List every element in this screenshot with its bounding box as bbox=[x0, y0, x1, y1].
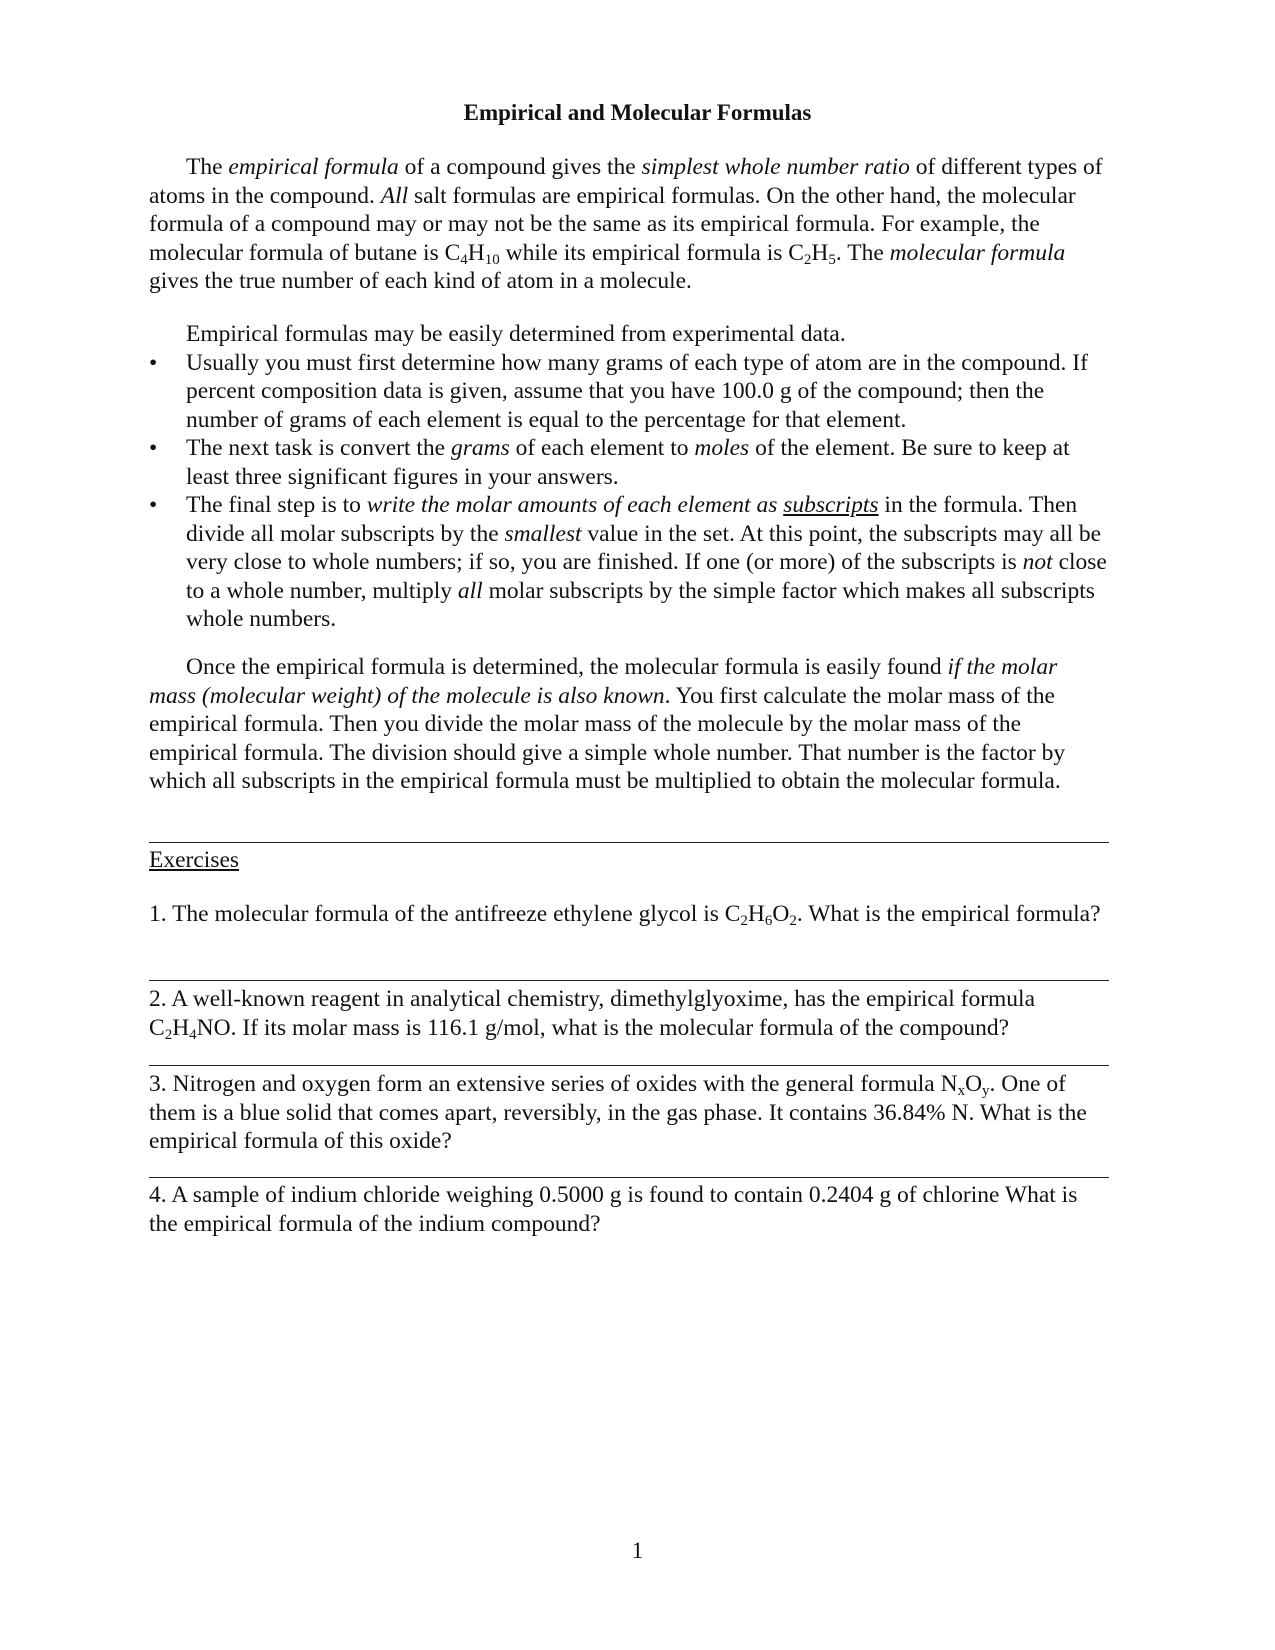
page-title: Empirical and Molecular Formulas bbox=[463, 100, 812, 125]
intro-paragraph: The empirical formula of a compound gives the simplest whole number ratio of different types of atoms in the compound. All salt formulas are empirical formulas. On the other hand, the molecular formula of a compound may or may not be the same as its empirical formula. For example, the molecular formula of butane is $C_4H_{10}$ while its empirical formula is $C_2H_5$. The molecular formula gives the true number of each kind of atom in a molecule. bbox=[149, 154, 1103, 294]
bullet-icon: • bbox=[149, 435, 158, 461]
exercise-2: 2. A well-known reagent in analytical chemistry, dimethylglyoxime, has the empirical formula $C_2H_4NO$. If its molar mass is 116.1 g/mol, what is the molecular formula of the compound? bbox=[149, 986, 1036, 1043]
divider bbox=[149, 842, 1109, 843]
exercises-heading: Exercises bbox=[149, 847, 240, 873]
list-item: • Usually you must first determine how many grams of each type of atom are in the compound. If percent composition data is given, assume that you have 100.0 g of the compound; then the number of grams of each element is equal to the percentage for that element. bbox=[149, 349, 1088, 433]
exercise-4: 4. A sample of indium chloride weighing 0.5000 g is found to contain 0.2404 g of chlorine What is the empirical formula of the indium compound? bbox=[149, 1182, 1078, 1237]
divider bbox=[149, 1177, 1109, 1178]
procedure-list bbox=[149, 320, 1109, 634]
page-number: 1 bbox=[631, 1538, 644, 1563]
bullet-icon: • bbox=[149, 492, 158, 518]
divider bbox=[149, 980, 1109, 981]
bullet-icon: • bbox=[149, 349, 158, 376]
list-item: • The final step is to write the molar amounts of each element as subscripts in the formula. Then divide all molar subscripts by the smallest value in the set. At this point, the subscripts may all be very close to whole numbers; if so, you are finished. If one (or more) of the subscripts is not close to a whole number, multiply all molar subscripts by the simple factor which makes all subscripts whole numbers. bbox=[149, 492, 1107, 632]
list-item: • The next task is convert the grams of each element to moles of the element. Be sure to keep at least three significant figures in your answers. bbox=[149, 435, 1070, 490]
divider bbox=[149, 1065, 1109, 1066]
procedure-lead: Empirical formulas may be easily determined from experimental data. bbox=[186, 321, 846, 347]
exercise-1: 1. The molecular formula of the antifreeze ethylene glycol is $C_2H_6O_2$. What is the empirical formula? bbox=[149, 901, 1101, 929]
molecular-paragraph: Once the empirical formula is determined, the molecular formula is easily found if the molar mass (molecular weight) of the molecule is also known. You first calculate the molar mass of the empirical formula. Then you divide the molar mass of the molecule by the molar mass of the empirical formula. The division should give a simple whole number. That number is the factor by which all subscripts in the empirical formula must be multiplied to obtain the molecular formula. bbox=[149, 654, 1066, 794]
exercise-3: 3. Nitrogen and oxygen form an extensive series of oxides with the general formula $N_xO_y$. One of them is a blue solid that comes apart, reversibly, in the gas phase. It contains 36.84% N. What is the empirical formula of this oxide? bbox=[149, 1071, 1087, 1154]
